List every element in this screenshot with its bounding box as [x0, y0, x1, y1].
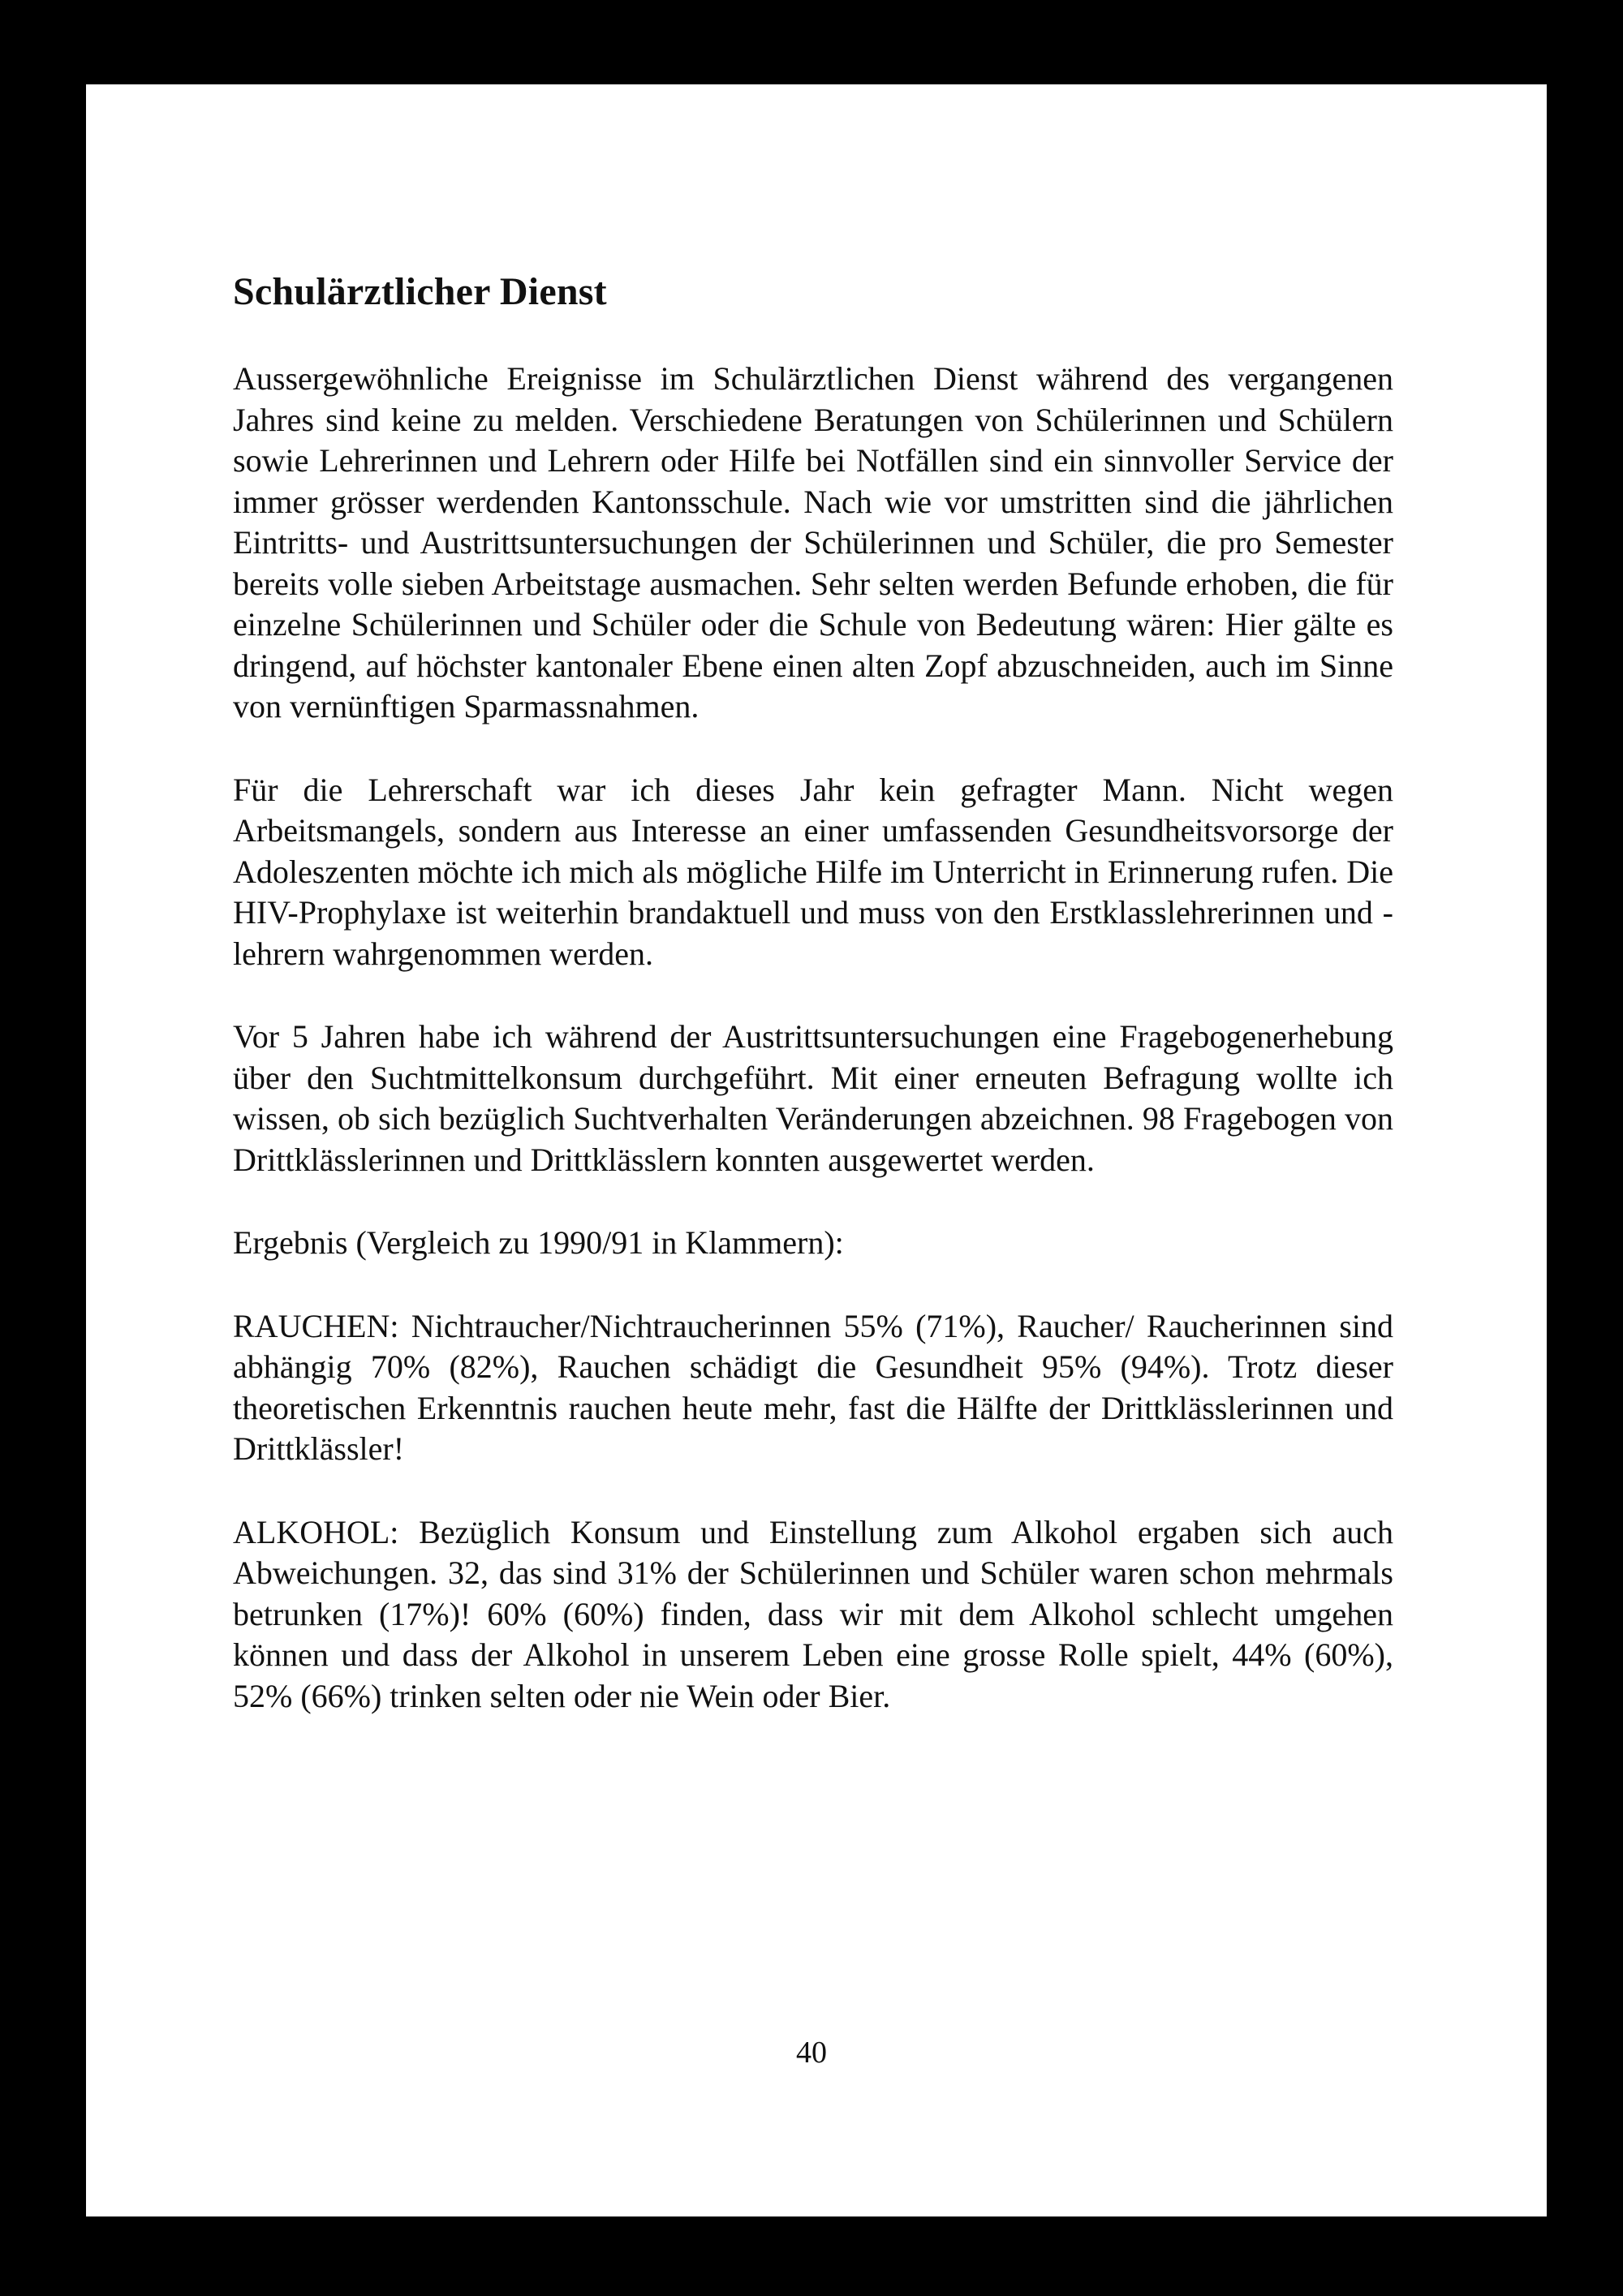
paragraph-intro: Aussergewöhnliche Ereignisse im Schulärztlichen Dienst während des vergangenen Jahres sind keine zu melden. Verschiedene Beratungen von Schülerinnen und Schülern sowie Lehrerinnen und Lehrern oder Hilfe bei Notfällen sind ein sinnvoller Service der immer grösser werdenden Kantonsschule. Nach wie vor umstritten sind die jährlichen Eintritts- und Austrittsuntersuchungen der Schülerinnen und Schüler, die pro Semester bereits volle sieben Arbeitstage ausmachen. Sehr selten werden Befunde erhoben, die für einzelne Schülerinnen und Schüler oder die Schule von Bedeutung wären: Hier gälte es dringend, auf höchster kantonaler Ebene einen alten Zopf abzuschneiden, auch im Sinne von vernünftigen Sparmassnahmen.: [233, 360, 1393, 724]
paragraph-alcohol: ALKOHOL: Bezüglich Konsum und Einstellung zum Alkohol ergaben sich auch Abweichungen. 32, das sind 31% der Schülerinnen und Schüler waren schon mehrmals betrunken (17%)! 60% (60%) finden, dass wir mit dem Alkohol schlecht umgehen können und dass der Alkohol in unserem Leben eine grosse Rolle spielt, 44% (60%), 52% (66%) trinken selten oder nie Wein oder Bier.: [233, 1513, 1393, 1714]
paragraph-survey: Vor 5 Jahren habe ich während der Austrittsuntersuchungen eine Fragebogenerhebung über den Suchtmittelkonsum durchgeführt. Mit einer erneuten Befragung wollte ich wissen, ob sich bezüglich Suchtverhalten Veränderungen abzeichnen. 98 Fragebogen von Drittklässlerinnen und Drittklässlern konnten ausgewertet werden.: [233, 1018, 1393, 1178]
paragraph-results-heading: Ergebnis (Vergleich zu 1990/91 in Klammern):: [233, 1224, 844, 1261]
paragraph-teachers: Für die Lehrerschaft war ich dieses Jahr kein gefragter Mann. Nicht wegen Arbeitsmangels, sondern aus Interesse an einer umfassenden Gesundheitsvorsorge der Adoleszenten möchte ich mich als mögliche Hilfe im Unterricht in Erinnerung rufen. Die HIV-Prophylaxe ist weiterhin brandaktuell und muss von den Erstklasslehrerinnen und -lehrern wahrgenommen werden.: [233, 771, 1393, 972]
page-content: [233, 268, 1393, 1759]
page-number: 40: [796, 2036, 827, 2070]
page-title: Schulärztlicher Dienst: [233, 270, 607, 313]
paragraph-smoking: RAUCHEN: Nichtraucher/Nichtraucherinnen 55% (71%), Raucher/ Raucherinnen sind abhängig 70% (82%), Rauchen schädigt die Gesundheit 95% (94%). Trotz dieser theoretischen Erkenntnis rauchen heute mehr, fast die Hälfte der Drittklässlerinnen und Drittklässler!: [233, 1307, 1393, 1467]
